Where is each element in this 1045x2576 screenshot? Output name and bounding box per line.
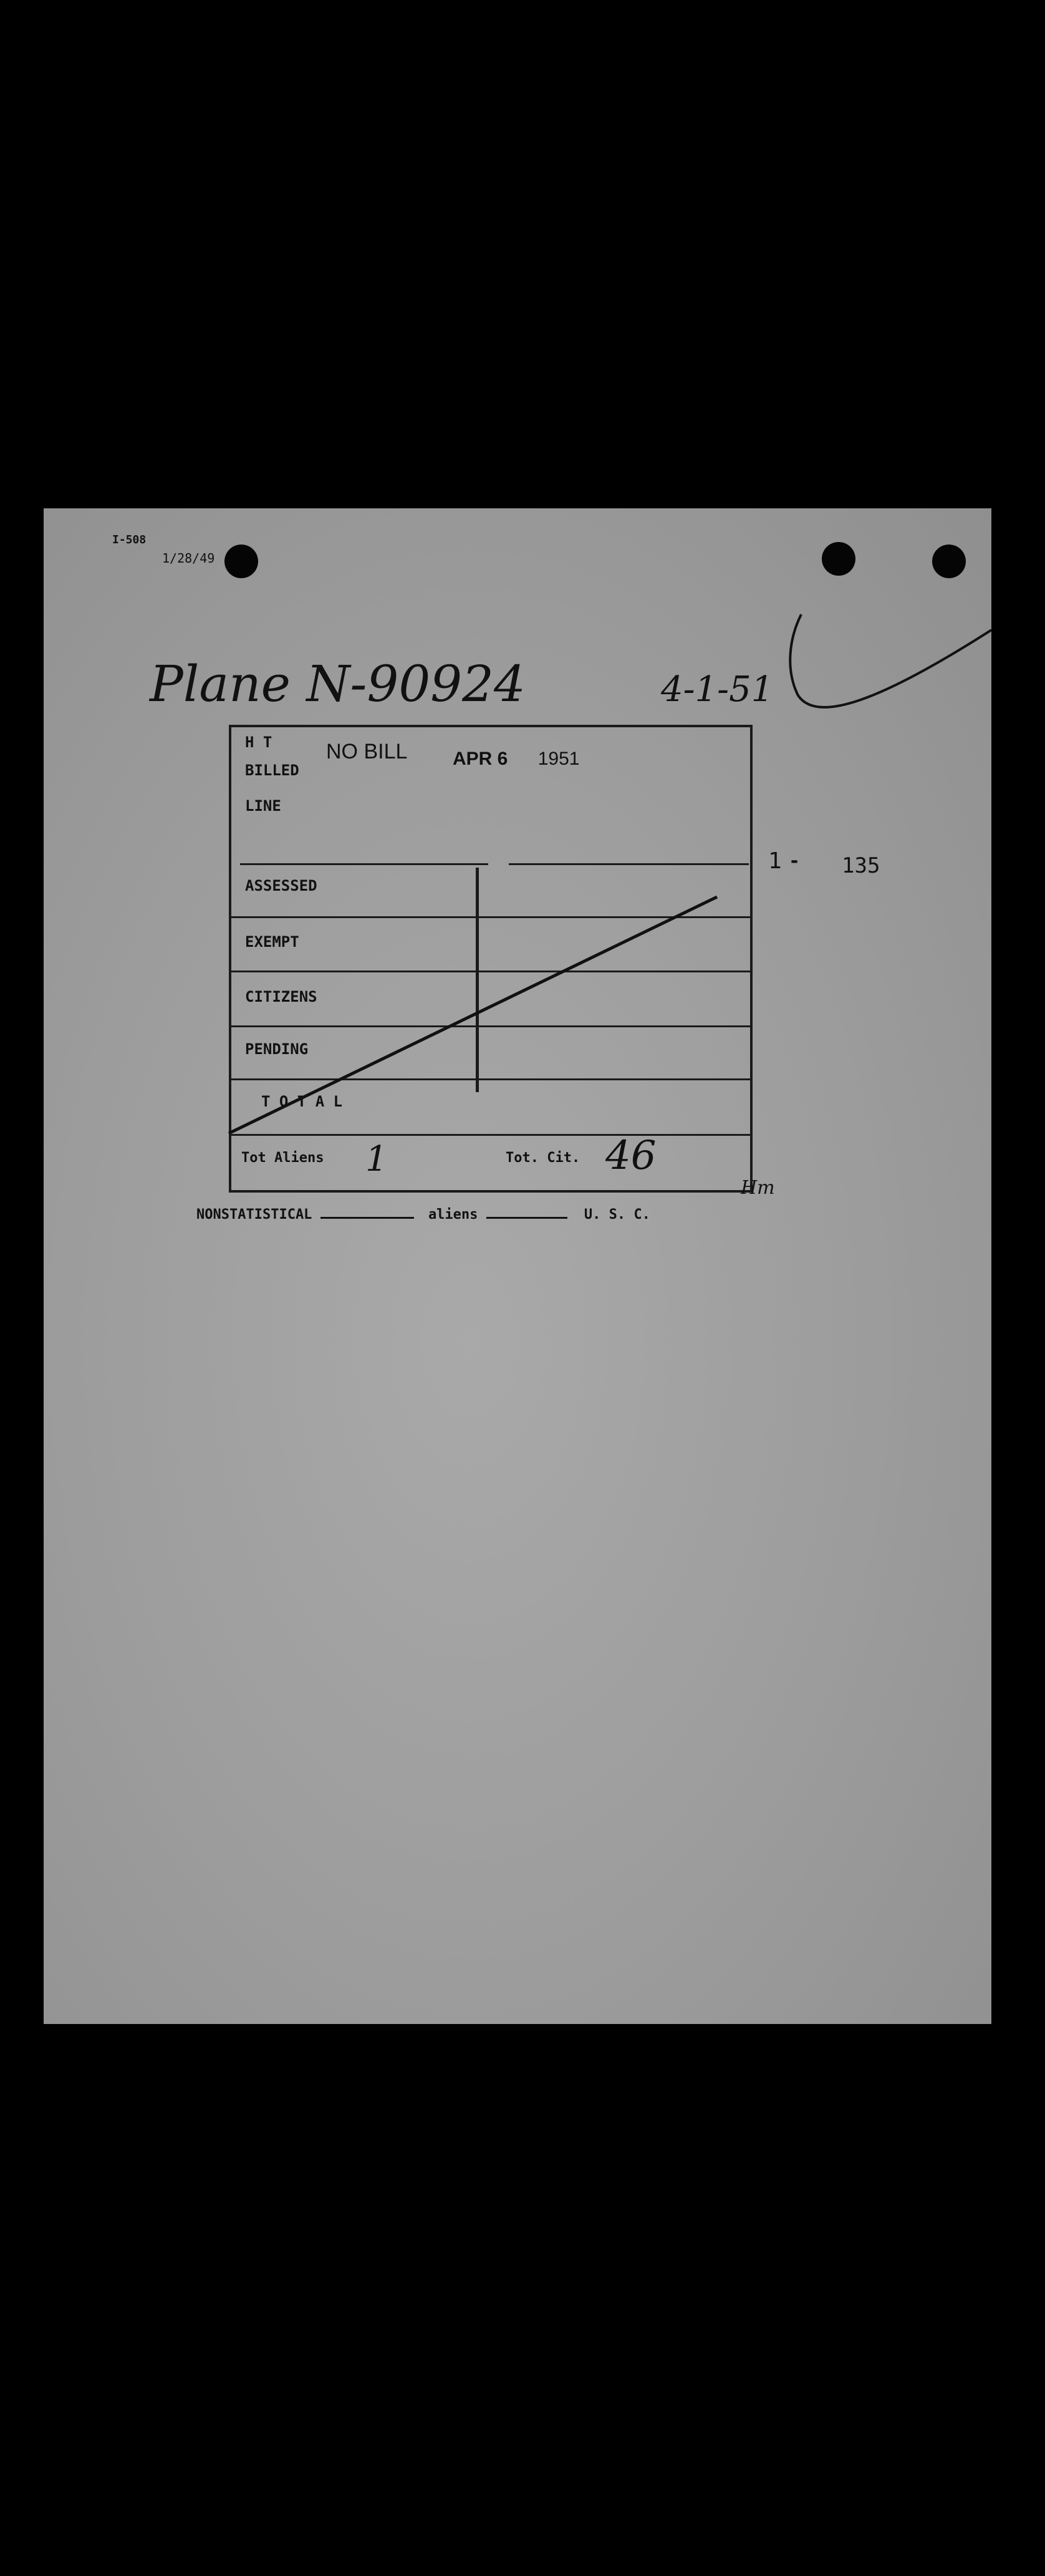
side-count: 135 (842, 853, 880, 878)
tot-cit-value: 46 (605, 1133, 657, 1179)
diagonal-cancel-line (229, 897, 717, 1133)
footer-nonstatistical: NONSTATISTICAL (196, 1207, 312, 1223)
check-mark-curve (790, 614, 991, 707)
label-tot-aliens: Tot Aliens (241, 1150, 324, 1166)
row-label-assessed: ASSESSED (245, 877, 317, 894)
date-stamp-year: 1951 (537, 748, 580, 769)
form-revision-date: 1/28/49 (162, 551, 215, 566)
row-label-pending: PENDING (245, 1040, 309, 1058)
tot-aliens-value: 1 (365, 1139, 388, 1179)
footer-usc: U. S. C. (584, 1207, 650, 1223)
row-label-total: T O T A L (261, 1093, 343, 1110)
handwritten-flight: Plane N-90924 (150, 655, 526, 713)
row-label-citizens: CITIZENS (245, 988, 317, 1005)
handwritten-date: 4-1-51 (661, 669, 774, 710)
header-label-billed: BILLED (245, 762, 299, 779)
header-label-line: LINE (245, 797, 281, 815)
handwritten-initials: Hm (741, 1177, 775, 1199)
row-label-exempt: EXEMPT (245, 933, 299, 951)
side-dash: - (789, 850, 801, 872)
header-label-ht: H T (245, 734, 272, 751)
date-stamp-day: APR 6 (453, 748, 508, 769)
pen-marks (44, 508, 991, 2024)
side-tick: 1 (768, 848, 782, 874)
no-bill-stamp: NO BILL (326, 740, 408, 763)
label-tot-cit: Tot. Cit. (506, 1150, 580, 1166)
footer-aliens: aliens (428, 1207, 478, 1223)
document-page (44, 508, 991, 2024)
form-number: I-508 (112, 533, 147, 546)
